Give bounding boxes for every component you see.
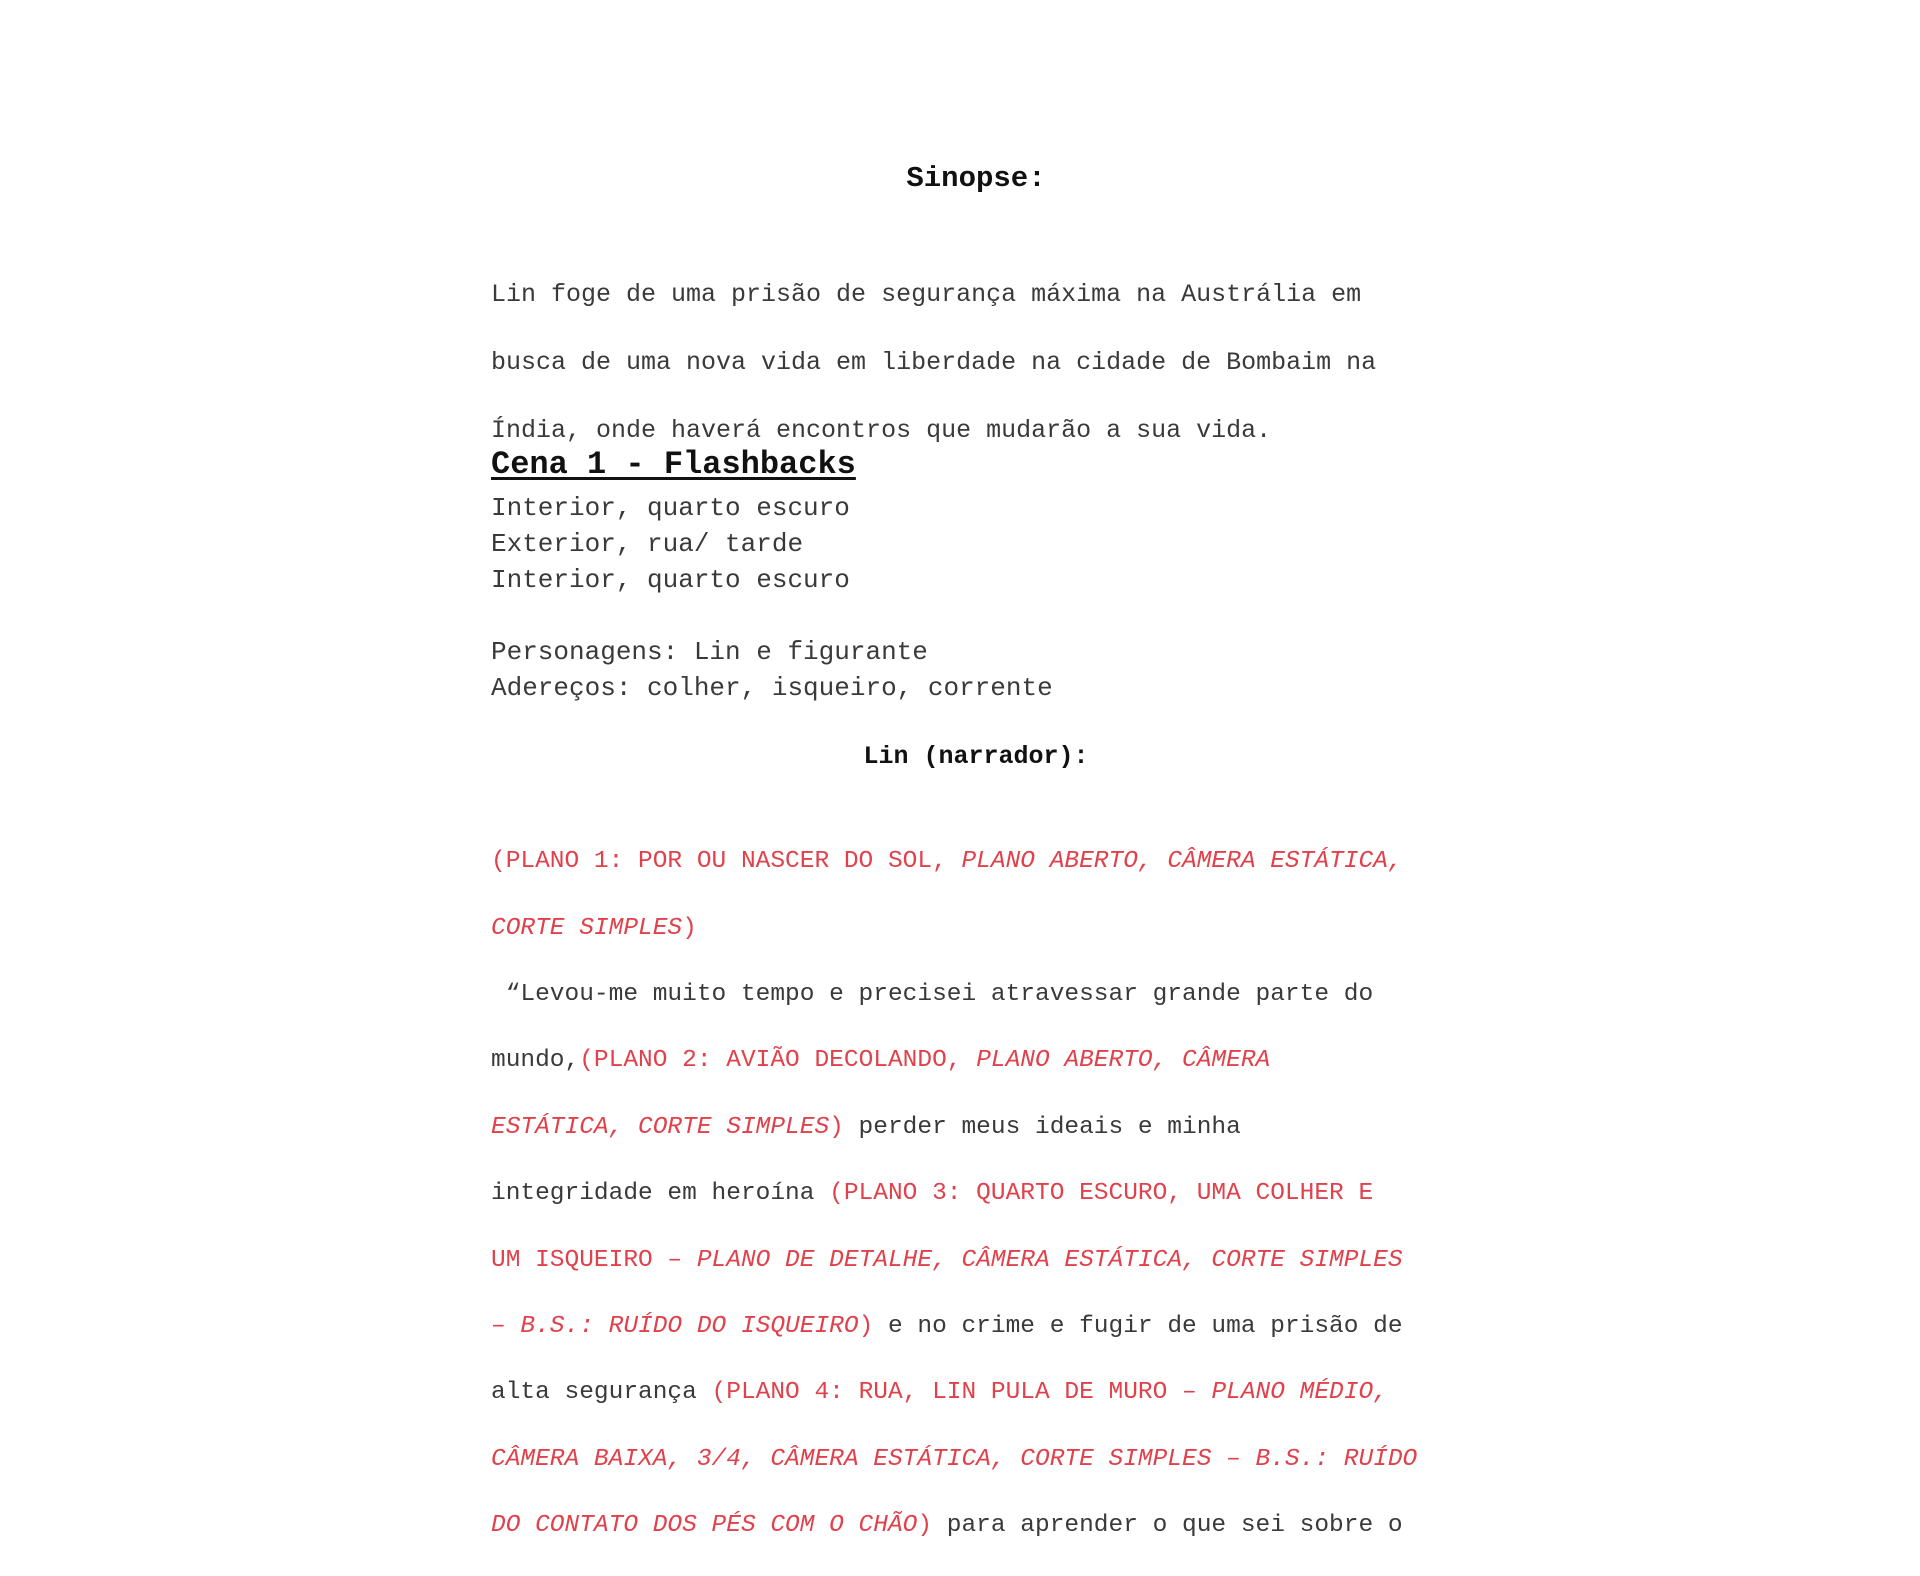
script-line [491, 1376, 1461, 1409]
sinopse-title: Sinopse: [906, 162, 1046, 195]
script-line: CÂMERA BAIXA, 3/4, CÂMERA ESTÁTICA, CORTE SIMPLES – B.S.: RUÍDO [491, 1445, 1418, 1473]
shot-direction: UM ISQUEIRO – [491, 1246, 697, 1274]
script-line [491, 912, 1461, 945]
shot-direction: ) [917, 1512, 933, 1540]
narration-text: mundo, [491, 1047, 580, 1075]
narration-text: e no crime e fugir de uma prisão de [873, 1313, 1403, 1341]
scene-setting: Interior, quarto escuro [491, 565, 850, 595]
shot-direction: PLANO ABERTO, CÂMERA ESTÁTICA, [961, 848, 1403, 876]
shot-direction: ) [858, 1313, 874, 1341]
scene-characters: Personagens: Lin e figurante [491, 637, 928, 667]
script-line: “Levou-me muito tempo e precisei atravessar grande parte do [491, 981, 1374, 1009]
shot-direction: DO CONTATO DOS PÉS COM O CHÃO [491, 1512, 918, 1540]
narration-text: para aprender o que sei sobre o [932, 1512, 1403, 1540]
shot-direction: (PLANO 2: AVIÃO DECOLANDO, [579, 1047, 977, 1075]
script-line [491, 1244, 1461, 1277]
script-line [491, 1177, 1461, 1210]
scene-setting: Exterior, rua/ tarde [491, 529, 804, 559]
script-line [491, 1044, 1461, 1077]
shot-direction: PLANO ABERTO, CÂMERA [976, 1047, 1271, 1075]
shot-direction: PLANO DE DETALHE, CÂMERA ESTÁTICA, CORTE SIMPLES [696, 1246, 1403, 1274]
shot-direction: (PLANO 1: POR OU NASCER DO SOL, [491, 848, 962, 876]
script-line [491, 845, 1461, 878]
script-line [491, 1111, 1461, 1144]
scene-props: Adereços: colher, isqueiro, corrente [491, 673, 1053, 703]
script-line [491, 1509, 1461, 1542]
shot-direction: (PLANO 4: RUA, LIN PULA DE MURO – [711, 1379, 1212, 1407]
shot-direction: CORTE SIMPLES [491, 914, 683, 942]
scene-info [491, 490, 1461, 706]
sinopse-line: Índia, onde haverá encontros que mudarão a sua vida. [491, 416, 1272, 445]
scene-title: Cena 1 - Flashbacks [491, 446, 856, 483]
shot-direction: – B.S.: RUÍDO DO ISQUEIRO [491, 1313, 859, 1341]
sinopse-line: Lin foge de uma prisão de segurança máxima na Austrália em [491, 280, 1362, 309]
script-line [491, 1310, 1461, 1343]
shot-direction: ESTÁTICA, CORTE SIMPLES [491, 1113, 830, 1141]
narration-text: integridade em heroína [491, 1180, 830, 1208]
shot-direction: (PLANO 3: QUARTO ESCURO, UMA COLHER E [829, 1180, 1374, 1208]
shot-direction: ) [682, 914, 697, 942]
narration-text: alta segurança [491, 1379, 712, 1407]
narration-text: perder meus ideais e minha [843, 1113, 1241, 1141]
shot-direction: ) [829, 1113, 844, 1141]
script-block [491, 812, 1461, 1576]
speaker-name: Lin (narrador): [863, 742, 1089, 771]
shot-direction: PLANO MÉDIO, [1211, 1379, 1388, 1407]
spacer [491, 598, 1461, 634]
scene-setting: Interior, quarto escuro [491, 493, 850, 523]
sinopse-line: busca de uma nova vida em liberdade na cidade de Bombaim na [491, 348, 1377, 377]
